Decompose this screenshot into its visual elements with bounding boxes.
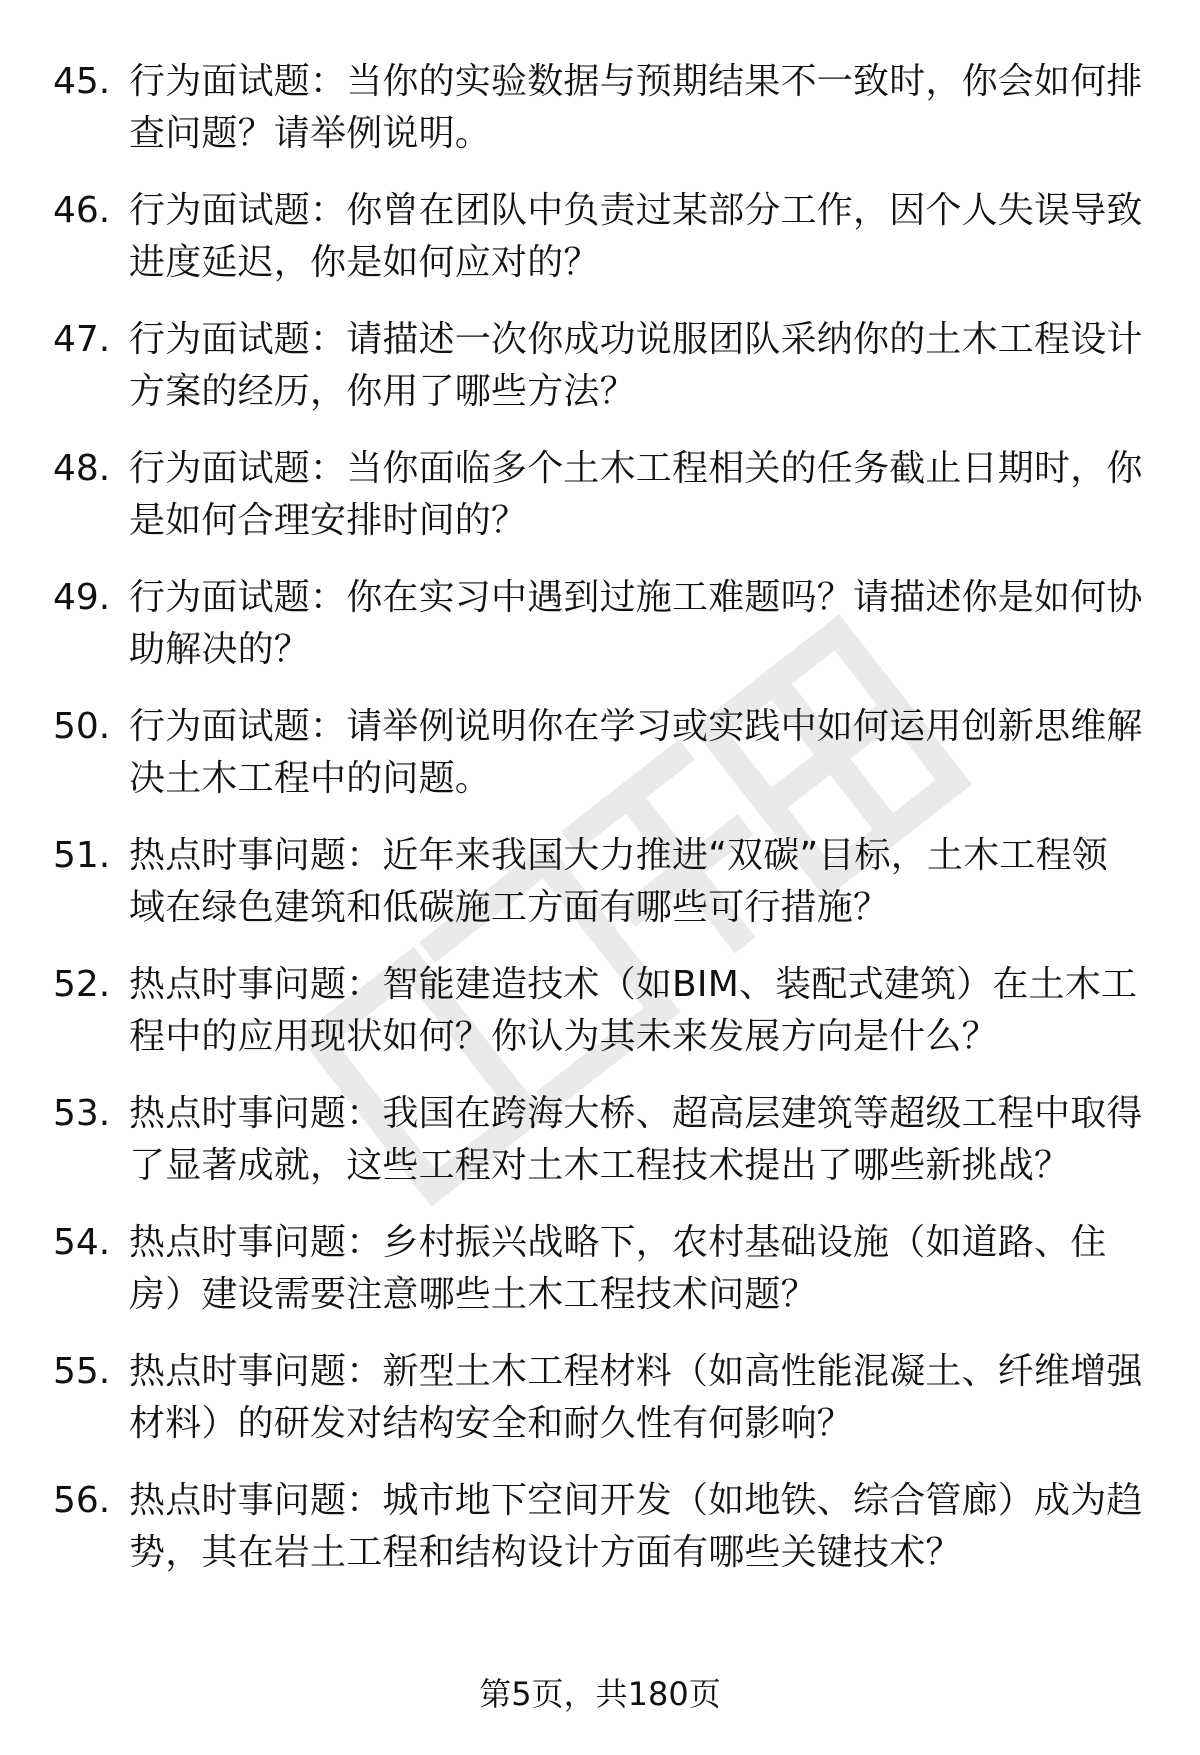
question-number: 46. bbox=[53, 190, 111, 231]
question-text: 热点时事问题：城市地下空间开发（如地铁、综合管廊）成为趋势，其在岩土工程和结构设计方面有哪些关键技术？ bbox=[129, 1480, 1143, 1573]
question-item bbox=[53, 1346, 1153, 1475]
question-number: 47. bbox=[53, 319, 111, 360]
question-number: 53. bbox=[53, 1093, 111, 1134]
question-text: 热点时事问题：近年来我国大力推进“双碳”目标，土木工程领域在绿色建筑和低碳施工方面有哪些可行措施？ bbox=[129, 835, 1108, 928]
question-item bbox=[53, 185, 1153, 314]
question-item bbox=[53, 701, 1153, 830]
question-number: 50. bbox=[53, 706, 111, 747]
question-text: 行为面试题：请描述一次你成功说服团队采纳你的土木工程设计方案的经历，你用了哪些方法？ bbox=[129, 319, 1143, 412]
question-text: 热点时事问题：我国在跨海大桥、超高层建筑等超级工程中取得了显著成就，这些工程对土木工程技术提出了哪些新挑战？ bbox=[129, 1093, 1143, 1186]
question-text: 热点时事问题：乡村振兴战略下，农村基础设施（如道路、住房）建设需要注意哪些土木工程技术问题？ bbox=[129, 1222, 1107, 1315]
question-item bbox=[53, 830, 1153, 959]
question-number: 52. bbox=[53, 964, 111, 1005]
question-number: 51. bbox=[53, 835, 111, 876]
question-number: 54. bbox=[53, 1222, 111, 1263]
question-number: 45. bbox=[53, 61, 111, 102]
question-text: 行为面试题：你曾在团队中负责过某部分工作，因个人失误导致进度延迟，你是如何应对的？ bbox=[129, 190, 1143, 283]
page-footer: 第5页，共180页 bbox=[479, 1675, 721, 1713]
question-number: 49. bbox=[53, 577, 111, 618]
question-text: 行为面试题：当你面临多个土木工程相关的任务截止日期时，你是如何合理安排时间的？ bbox=[129, 448, 1143, 541]
question-item bbox=[53, 1088, 1153, 1217]
question-item bbox=[53, 1217, 1153, 1346]
question-item bbox=[53, 443, 1153, 572]
question-text: 热点时事问题：智能建造技术（如BIM、装配式建筑）在土木工程中的应用现状如何？你认为其未来发展方向是什么？ bbox=[129, 964, 1138, 1057]
question-number: 56. bbox=[53, 1480, 111, 1521]
question-text: 行为面试题：你在实习中遇到过施工难题吗？请描述你是如何协助解决的？ bbox=[129, 577, 1143, 670]
question-list bbox=[53, 56, 1153, 1604]
question-item bbox=[53, 1475, 1153, 1604]
question-number: 55. bbox=[53, 1351, 111, 1392]
question-text: 行为面试题：请举例说明你在学习或实践中如何运用创新思维解决土木工程中的问题。 bbox=[129, 706, 1143, 799]
question-item bbox=[53, 314, 1153, 443]
question-item bbox=[53, 572, 1153, 701]
question-text: 行为面试题：当你的实验数据与预期结果不一致时，你会如何排查问题？请举例说明。 bbox=[129, 61, 1143, 154]
question-text: 热点时事问题：新型土木工程材料（如高性能混凝土、纤维增强材料）的研发对结构安全和耐久性有何影响？ bbox=[129, 1351, 1143, 1444]
question-item bbox=[53, 56, 1153, 185]
question-number: 48. bbox=[53, 448, 111, 489]
question-item bbox=[53, 959, 1153, 1088]
